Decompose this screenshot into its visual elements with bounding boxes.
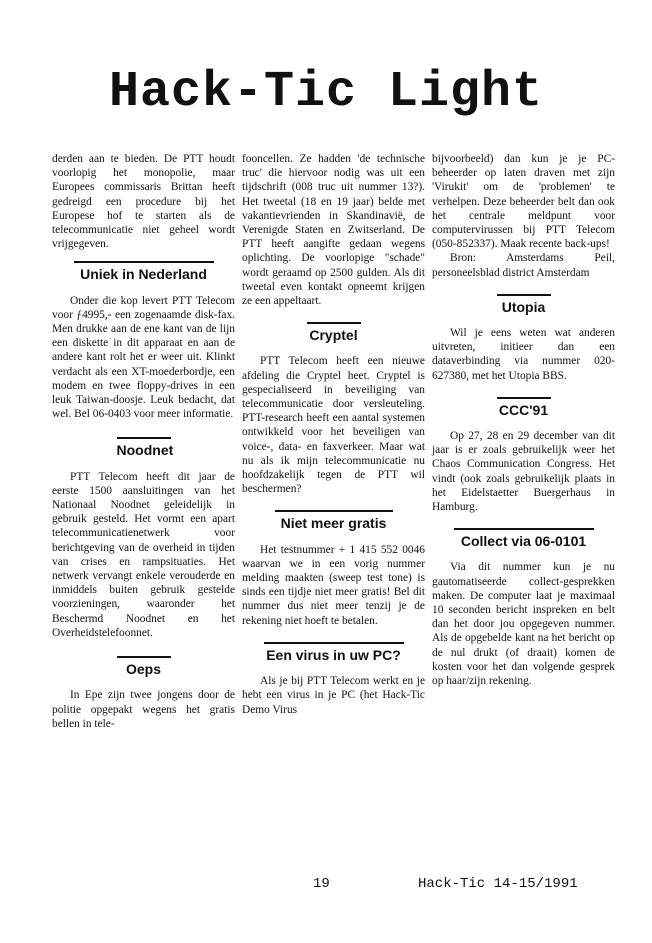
heading-cryptel: Cryptel [307, 322, 361, 343]
paragraph: derden aan te bieden. De PTT houdt voorlopig het monopolie, maar Europees commissaris Brittan heeft gedreigd een procedure bij het Europese hof te starten als de telecommunicatie niet geheel wordt vrijgegeven. [52, 153, 235, 251]
heading-noodnet: Noodnet [117, 437, 171, 458]
paragraph: Onder die kop levert PTT Telecom voor ƒ4995,- een zogenaamde disk-fax. Men drukke aan de ene kant van de lijn een diskette in dit apparaat en aan de andere kant rolt het er weer uit. Klinkt verdacht als een XT-moederbordje, een modem en twee floppy-drives in een leuk Taiwan-doosje. Leuk bedacht, dat wel. Bel 06-0403 voor meer informatie. [52, 294, 235, 421]
page-number: 19 [313, 876, 330, 892]
paragraph: Bron: Amsterdams Peil, personeelsblad district Amsterdam [432, 252, 615, 279]
section-heading [242, 642, 425, 664]
heading-collect: Collect via 06-0101 [454, 528, 594, 549]
paragraph: Wil je eens weten wat anderen uitvreten, initieer dan een dataverbinding via nummer 020-627380, met het Utopia BBS. [432, 327, 615, 382]
heading-niet-meer-gratis: Niet meer gratis [275, 510, 393, 531]
column-2 [242, 152, 425, 717]
paragraph: Als je bij PTT Telecom werkt en je hebt een virus in je PC (het Hack-Tic Demo Virus [242, 675, 425, 716]
heading-uniek: Uniek in Nederland [74, 261, 214, 282]
section-heading [432, 294, 615, 316]
column-1 [52, 152, 235, 731]
section-heading [432, 528, 615, 550]
paragraph: bijvoorbeeld) dan kun je je PC-beheerder op laten draven met zijn 'Virukit' om de 'problemen' te verhelpen. Deze beheerder belt dan ook het centrale meldpunt voor computervirussen bij PTT Telecom (050-852337). Maak recente back-ups! [432, 153, 615, 251]
paragraph: fooncellen. Ze hadden 'de technische truc' die hiervoor nodig was uit een tijdschrift (008 truc uit nummer 13?). Het tweetal (18 en 19 jaar) belde met vakantievrienden in Skandinavië, de Verenigde Staten en Zwitserland. De PTT heeft aangifte gedaan wegens oplichting. De voorlopige "schade" wordt geraamd op 2500 gulden. Als dit tweetal even kontakt opneemt krijgen ze een appeltaart. [242, 153, 425, 308]
heading-utopia: Utopia [497, 294, 551, 315]
column-3 [432, 152, 615, 688]
section-heading [432, 397, 615, 419]
paragraph: Het testnummer + 1 415 552 0046 waarvan we in een vorig nummer melding maakten (sweep test tone) is sinds een tijdje niet meer gratis! Bel dit nummer dus niet meer tenzij je de rekening niet hoeft te betalen. [242, 543, 425, 627]
section-heading [52, 437, 235, 459]
section-heading [242, 510, 425, 532]
heading-virus: Een virus in uw PC? [264, 642, 404, 663]
paragraph: In Epe zijn twee jongens door de politie opgepakt wegens het gratis bellen in tele- [52, 689, 235, 730]
section-heading [242, 322, 425, 344]
paragraph: PTT Telecom heeft een nieuwe afdeling die Cryptel heet. Cryptel is gespecialiseerd in beveiliging van telecommunicatie door versleuteling. PTT-research heeft een aantal systemen ontwikkeld voor het beveiligen van voice-, data- en faxverkeer. Maar wat nu als ik mijn telecommunicatie nu hoofdzakelijk tegen de PTT wil beschermen? [242, 355, 425, 496]
paragraph: Via dit nummer kun je nu gautomatiseerde collect-gesprekken maken. De computer laat je maximaal 10 seconden bericht inspreken en belt dan het door jou opgegeven nummer. Als de opgebelde kant na het bericht op de nul drukt (of draait) komen de kosten voor het dan volgende gesprek op haar/zijn rekening. [432, 561, 615, 688]
heading-ccc91: CCC'91 [497, 397, 551, 418]
masthead: Hack-Tic Light [108, 64, 544, 121]
heading-oeps: Oeps [117, 656, 171, 677]
paragraph: Op 27, 28 en 29 december van dit jaar is er zoals gebruikelijk weer het Chaos Communication Congress. Het vindt (ook zoals gebruikelijk plaats in het Eidelstaetter Buergerhaus in Hamburg. [432, 430, 615, 514]
section-heading [52, 656, 235, 678]
paragraph: PTT Telecom heeft dit jaar de eerste 1500 aansluitingen van het Nationaal Noodnet geleidelijk in gebruik gesteld. Het vormt een apart telecommunicatienetwerk voor berichtgeving van de overheid in tijden van crises en rampsituaties. Het netwerk vervangt enkele verouderde en inmiddels buiten gebruik gestelde voorzieningen, waaronder het Beschermd Noodnet en het Overheidstelefoonnet. [52, 470, 235, 639]
section-heading [52, 261, 235, 283]
issue-label: Hack-Tic 14-15/1991 [418, 876, 578, 892]
